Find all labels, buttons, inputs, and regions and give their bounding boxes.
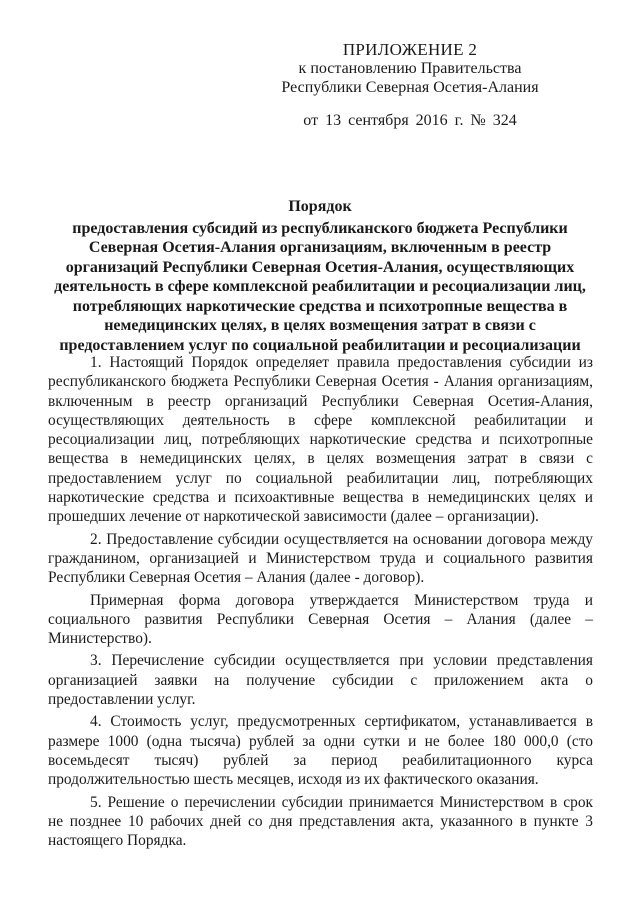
heading-line: организаций Республики Северная Осетия-Алания, осуществляющих <box>65 258 575 276</box>
document-heading <box>48 197 592 355</box>
appendix-title: ПРИЛОЖЕНИЕ 2 <box>342 40 478 59</box>
heading-line: предоставлением услуг по социальной реабилитации и ресоциализации <box>59 336 581 354</box>
paragraph-1: 1. Настоящий Порядок определяет правила предоставления субсидии из республиканского бюджета Республики Северная Осетия - Алания организациям, включенным в реестр организаций Республики Северная Осетия-Алания, осуществляющих деятельность в сфере комплексной реабилитации и ресоциализации лиц, потребляющих наркотические средства и психотропные вещества в немедицинских целях, в целях возмещения затрат в связи с предоставлением услуг по социальной реабилитации лиц, потребляющих наркотические средства и психоактивные вещества в немедицинских целях и прошедших лечение от наркотической зависимости (далее – организации). <box>48 354 593 526</box>
paragraph-3: 3. Перечисление субсидии осуществляется при условии представления организацией заявки на получение субсидии с приложением акта о предоставлении услуг. <box>48 652 593 709</box>
heading-word: Порядок <box>288 198 352 215</box>
heading-line: деятельность в сфере комплексной реабилитации и ресоциализации лиц, <box>54 278 586 295</box>
decree-date: от 13 сентября 2016 г. № 324 <box>303 112 517 129</box>
paragraph-2: 2. Предоставление субсидии осуществляется на основании договора между гражданином, организацией и Министерством труда и социального развития Республики Северная Осетия – Алания (далее - договор). <box>48 530 593 587</box>
heading-line: немедицинских целях, в целях возмещения затрат в связи с <box>104 317 536 334</box>
appendix-line-1: к постановлению Правительства <box>298 60 522 77</box>
paragraph-4: 4. Стоимость услуг, предусмотренных сертификатом, устанавливается в размере 1000 (одна тысяча) рублей за одни сутки и не более 180 000,0 (сто восемьдесят тысяч) рублей за период реабилитационного курса продолжительностью шесть месяцев, исходя из их фактического оказания. <box>48 713 593 789</box>
document-body <box>48 353 593 850</box>
paragraph-2-sample-form: Примерная форма договора утверждается Министерством труда и социального развития Республики Северная Осетия – Алания (далее – Министерство). <box>48 591 593 648</box>
heading-line: Северная Осетия-Алания организациям, включенным в реестр <box>88 239 552 256</box>
paragraph-5: 5. Решение о перечислении субсидии принимается Министерством в срок не позднее 10 рабочих дней со дня представления акта, указанного в пункте 3 настоящего Порядка. <box>48 793 593 850</box>
heading-line: потребляющих наркотические средства и психотропные вещества в <box>72 297 568 315</box>
appendix-line-2: Республики Северная Осетия-Алания <box>281 79 539 96</box>
heading-line: предоставления субсидий из республиканского бюджета Республики <box>72 219 568 237</box>
appendix-block <box>280 40 540 130</box>
